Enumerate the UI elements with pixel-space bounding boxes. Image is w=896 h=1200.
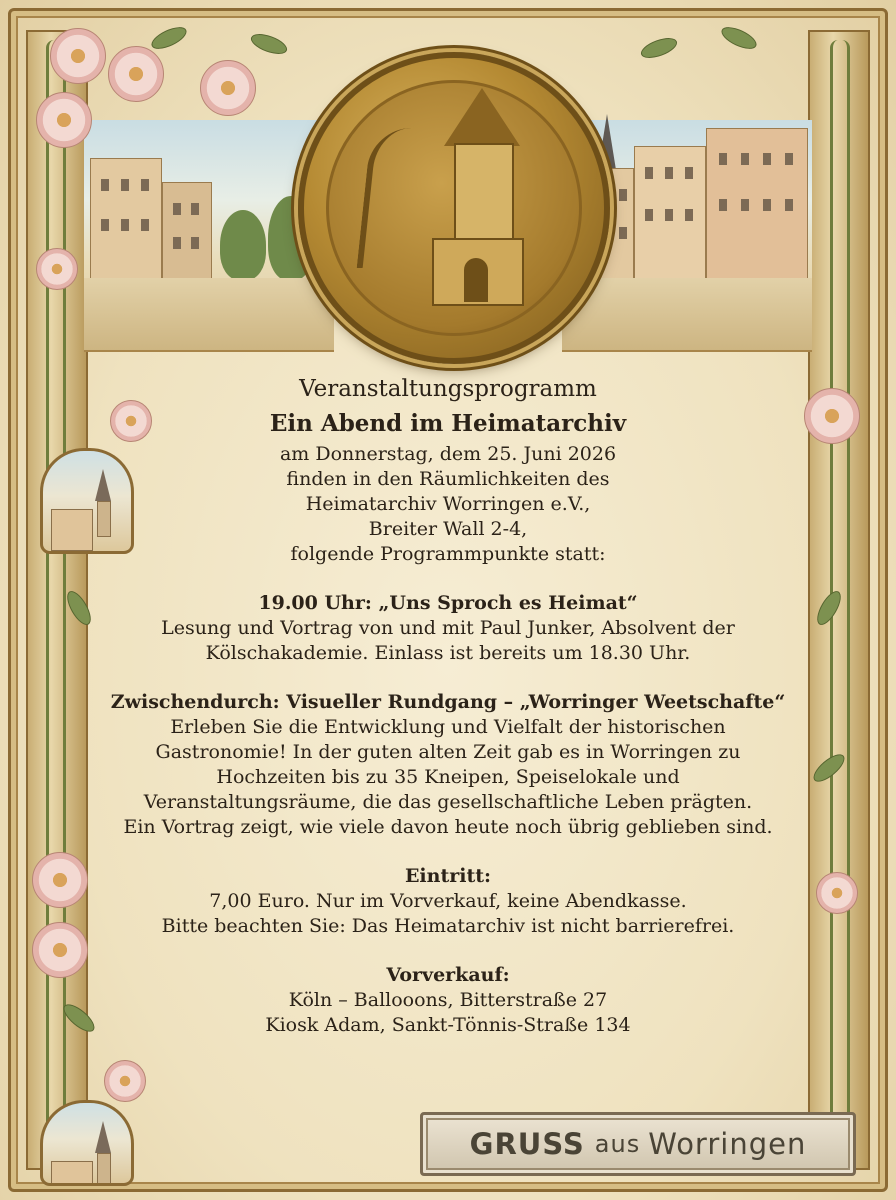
tree: [220, 210, 266, 280]
banner-aus: aus: [594, 1130, 641, 1158]
building: [706, 128, 808, 280]
flower-ornament: [816, 872, 858, 914]
flower-ornament: [32, 922, 88, 978]
street: [84, 278, 334, 350]
left-vine-ornament: [46, 40, 66, 1160]
flower-ornament: [104, 1060, 146, 1102]
item2-line: Veranstaltungsräume, die das gesellschaftliche Leben prägten.: [143, 791, 753, 813]
program-heading: Veranstaltungsprogramm: [299, 376, 597, 402]
street: [562, 278, 812, 350]
greeting-banner: [420, 1112, 856, 1176]
event-title: Ein Abend im Heimatarchiv: [269, 410, 627, 437]
item2-heading: Zwischendurch: Visueller Rundgang – „Worringer Weetschafte“: [110, 691, 786, 713]
item2-line: Hochzeiten bis zu 35 Kneipen, Speiselokale und: [216, 766, 680, 788]
church-vignette: [40, 1100, 134, 1186]
intro-line: finden in den Räumlichkeiten des: [286, 468, 610, 490]
banner-town: Worringen: [648, 1127, 807, 1161]
banner-gruss: GRUSS: [469, 1127, 585, 1161]
intro-line: Heimatarchiv Worringen e.V.,: [305, 493, 591, 515]
intro-line: folgende Programmpunkte statt:: [290, 543, 606, 565]
item2-line: Erleben Sie die Entwicklung und Vielfalt der historischen: [170, 716, 726, 738]
item2-line: Ein Vortrag zeigt, wie viele davon heute noch übrig geblieben sind.: [123, 816, 773, 838]
program-text: [110, 372, 786, 1038]
flower-ornament: [36, 248, 78, 290]
chapel-medallion: [298, 52, 610, 364]
chapel-roof-relief: [444, 88, 520, 146]
intro-line: am Donnerstag, dem 25. Juni 2026: [279, 443, 617, 465]
presale-heading: Vorverkauf:: [386, 964, 510, 986]
item1-heading: 19.00 Uhr: „Uns Sproch es Heimat“: [258, 592, 638, 614]
entry-line: Bitte beachten Sie: Das Heimatarchiv ist nicht barrierefrei.: [161, 915, 735, 937]
flower-ornament: [200, 60, 256, 116]
flower-ornament: [804, 388, 860, 444]
intro-line: Breiter Wall 2-4,: [368, 518, 528, 540]
presale-line: Kiosk Adam, Sankt-Tönnis-Straße 134: [265, 1014, 631, 1036]
item2-line: Gastronomie! In der guten alten Zeit gab es in Worringen zu: [155, 741, 741, 763]
item1-line: Lesung und Vortrag von und mit Paul Junker, Absolvent der: [161, 617, 735, 639]
flower-ornament: [108, 46, 164, 102]
flower-ornament: [36, 92, 92, 148]
building: [634, 146, 706, 280]
street-scene-left: [84, 120, 334, 352]
item1-line: Kölschakademie. Einlass ist bereits um 18.30 Uhr.: [205, 642, 691, 664]
entry-heading: Eintritt:: [404, 865, 492, 887]
entry-line: 7,00 Euro. Nur im Vorverkauf, keine Abendkasse.: [209, 890, 687, 912]
flower-ornament: [50, 28, 106, 84]
chapel-door-relief: [464, 258, 488, 302]
building: [90, 158, 162, 280]
building: [162, 182, 212, 280]
flower-ornament: [32, 852, 88, 908]
presale-line: Köln – Ballooons, Bitterstraße 27: [288, 989, 608, 1011]
